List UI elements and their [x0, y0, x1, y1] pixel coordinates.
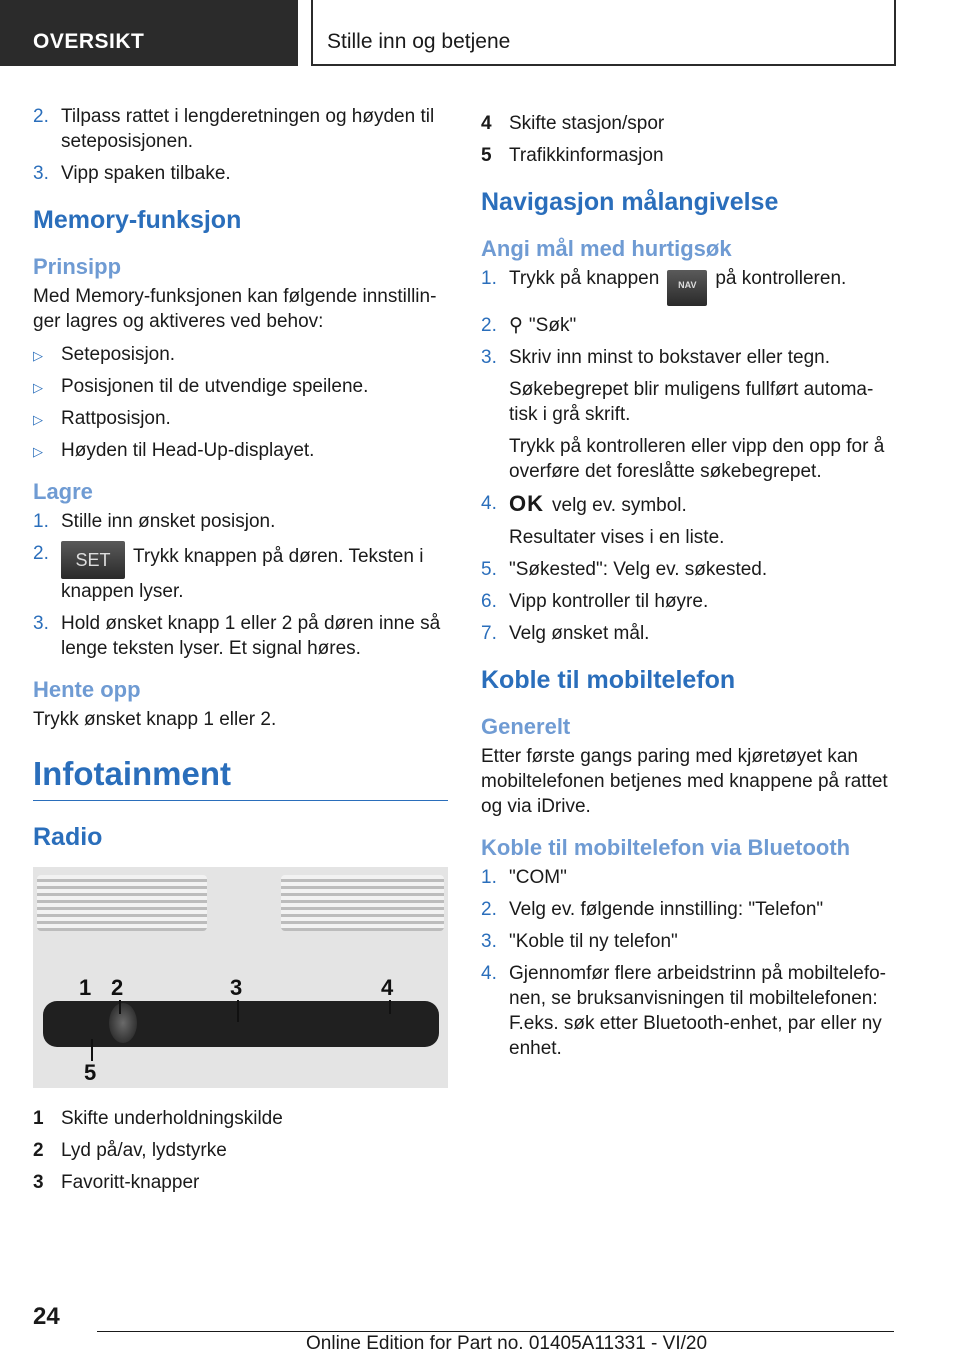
volume-knob — [109, 1003, 137, 1043]
intro-steps — [33, 104, 448, 186]
save-heading: Lagre — [33, 479, 93, 504]
callout-line — [389, 1000, 391, 1014]
step-number: 2. — [481, 315, 497, 336]
legend-number: 5 — [481, 145, 492, 166]
radio-control-panel — [43, 1001, 439, 1047]
callout-4: 4 — [381, 975, 394, 1000]
list-item — [33, 509, 448, 534]
ok-icon: OK — [509, 491, 544, 516]
step-number: 5. — [481, 559, 497, 580]
step-text: Skriv inn minst to bokstaver eller tegn. — [509, 347, 831, 368]
legend-text: Skifte stasjon/spor — [509, 113, 665, 134]
list-item — [481, 961, 896, 1061]
step-number: 2. — [33, 106, 49, 127]
step-number: 4. — [481, 963, 497, 984]
list-item — [33, 541, 448, 604]
legend-text: Skifte underholdningskilde — [61, 1108, 283, 1129]
recall-text: Trykk ønsket knapp 1 eller 2. — [33, 709, 277, 730]
step-text: "Søk" — [528, 315, 577, 336]
figure-legend — [33, 1106, 448, 1195]
step-text: velg ev. symbol. — [552, 495, 687, 516]
step-text: Tilpass rattet i lengderetningen og høyden til seteposisjonen. — [61, 106, 435, 152]
legend-item — [481, 111, 896, 136]
list-item — [481, 345, 896, 484]
list-item — [33, 342, 448, 367]
list-item — [481, 313, 896, 338]
general-heading: Generelt — [481, 714, 571, 739]
bullet-triangle-icon: ▷ — [33, 348, 43, 363]
general-text: Etter første gangs paring med kjøretøyet kan mobiltelefonen betjenes med knappene på rattet og via iDrive. — [481, 746, 888, 817]
callout-line — [91, 1039, 93, 1061]
callout-1: 1 — [79, 975, 92, 1000]
step-number: 7. — [481, 623, 497, 644]
step-text: Trykk knappen på døren. Teksten i knappen lyser. — [61, 546, 424, 602]
list-item — [481, 589, 896, 614]
step-text: på kontrolleren. — [715, 268, 847, 289]
save-steps — [33, 509, 448, 661]
legend-text: Lyd på/av, lydstyrke — [61, 1140, 227, 1161]
legend-item — [33, 1170, 448, 1195]
list-item — [33, 161, 448, 186]
radio-panel-image — [33, 867, 448, 1088]
list-item — [33, 406, 448, 431]
step-number: 4. — [481, 493, 497, 514]
radio-heading: Radio — [33, 823, 103, 851]
quick-search-heading: Angi mål med hurtigsøk — [481, 236, 732, 261]
list-item — [481, 929, 896, 954]
figure-legend-continued — [481, 111, 896, 168]
step-number: 2. — [481, 899, 497, 920]
step-number: 3. — [481, 931, 497, 952]
callout-5: 5 — [84, 1060, 97, 1085]
step-number: 3. — [33, 613, 49, 634]
list-item — [33, 374, 448, 399]
chapter-tab[interactable]: Stille inn og betjene — [311, 0, 896, 66]
left-column — [33, 104, 448, 1202]
legend-item — [481, 143, 896, 168]
step-text: Vipp kontroller til høyre. — [509, 591, 709, 612]
legend-text: Trafikkinformasjon — [509, 145, 664, 166]
bullet-triangle-icon: ▷ — [33, 412, 43, 427]
footer-divider — [97, 1331, 894, 1332]
item-text: Høyden til Head-Up-displayet. — [61, 440, 315, 461]
list-item — [481, 621, 896, 646]
bluetooth-heading: Koble til mobiltelefon via Bluetooth — [481, 835, 851, 860]
bluetooth-steps — [481, 865, 896, 1061]
step-text: Trykk på knappen — [509, 268, 660, 289]
step-number: 1. — [481, 867, 497, 888]
step-number: 1. — [33, 511, 49, 532]
legend-number: 2 — [33, 1140, 44, 1161]
legend-number: 3 — [33, 1172, 44, 1193]
list-item — [33, 104, 448, 154]
right-air-vent — [281, 875, 444, 931]
set-button-icon: SET — [61, 541, 125, 579]
recall-heading: Hente opp — [33, 677, 141, 702]
list-item — [481, 266, 896, 306]
step-number: 3. — [33, 163, 49, 184]
list-item — [33, 438, 448, 463]
callout-line — [237, 1000, 239, 1022]
step-number: 2. — [33, 543, 49, 564]
nav-button-icon: NAV — [667, 270, 707, 306]
left-air-vent — [37, 875, 207, 931]
memory-heading: Memory-funksjon — [33, 206, 242, 234]
step-text: "Koble til ny telefon" — [509, 931, 678, 952]
bullet-triangle-icon: ▷ — [33, 380, 43, 395]
legend-item — [33, 1138, 448, 1163]
step-number: 3. — [481, 347, 497, 368]
principle-list — [33, 342, 448, 463]
item-text: Rattposisjon. — [61, 408, 171, 429]
edition-footer: Online Edition for Part no. 01405A11331 - VI/20 — [306, 1333, 708, 1354]
principle-heading: Prinsipp — [33, 254, 122, 279]
callout-3: 3 — [230, 975, 243, 1000]
list-item — [481, 491, 896, 550]
legend-text: Favoritt-knapper — [61, 1172, 200, 1193]
infotainment-heading: Infotainment — [33, 754, 448, 801]
legend-item — [33, 1106, 448, 1131]
bullet-triangle-icon: ▷ — [33, 444, 43, 459]
list-item — [33, 611, 448, 661]
page-header — [0, 0, 960, 66]
step-text: Velg ev. følgende innstilling: "Telefon" — [509, 899, 824, 920]
right-column — [481, 111, 896, 1068]
navigation-steps — [481, 266, 896, 646]
legend-number: 1 — [33, 1108, 44, 1129]
list-item — [481, 865, 896, 890]
step-text: "COM" — [509, 867, 567, 888]
step-number: 6. — [481, 591, 497, 612]
page-number: 24 — [33, 1303, 60, 1330]
navigation-heading: Navigasjon målangivelse — [481, 188, 779, 216]
step-note: Resultater vises i en liste. — [509, 527, 725, 548]
step-text: Stille inn ønsket posisjon. — [61, 511, 276, 532]
item-text: Seteposisjon. — [61, 344, 176, 365]
step-text: "Søkested": Velg ev. søkested. — [509, 559, 768, 580]
section-tab[interactable]: OVERSIKT — [0, 0, 298, 66]
list-item — [481, 557, 896, 582]
item-text: Posisjonen til de utvendige speilene. — [61, 376, 369, 397]
step-note: Trykk på kontrolleren eller vipp den opp for å overføre det foreslåtte søkebegrepet. — [509, 436, 885, 482]
step-note: Søkebegrepet blir muligens fullført automa-tisk i grå skrift. — [509, 379, 874, 425]
legend-number: 4 — [481, 113, 492, 134]
step-text: Hold ønsket knapp 1 eller 2 på døren inne så lenge teksten lyser. Et signal høres. — [61, 613, 441, 659]
search-icon: ⚲ — [509, 315, 523, 336]
step-text: Velg ønsket mål. — [509, 623, 650, 644]
step-text: Vipp spaken tilbake. — [61, 163, 231, 184]
principle-text: Med Memory-funksjonen kan følgende innstillin-ger lagres og aktiveres ved behov: — [33, 286, 437, 332]
callout-line — [119, 1000, 121, 1014]
list-item — [481, 897, 896, 922]
callout-2: 2 — [111, 975, 124, 1000]
step-number: 1. — [481, 268, 497, 289]
step-text: Gjennomfør flere arbeidstrinn på mobiltelefo-nen, se bruksanvisningen til mobiltelefonen: F.eks. søk etter Bluetooth-enhet, par eller ny enhet. — [509, 963, 887, 1059]
phone-heading: Koble til mobiltelefon — [481, 666, 736, 694]
